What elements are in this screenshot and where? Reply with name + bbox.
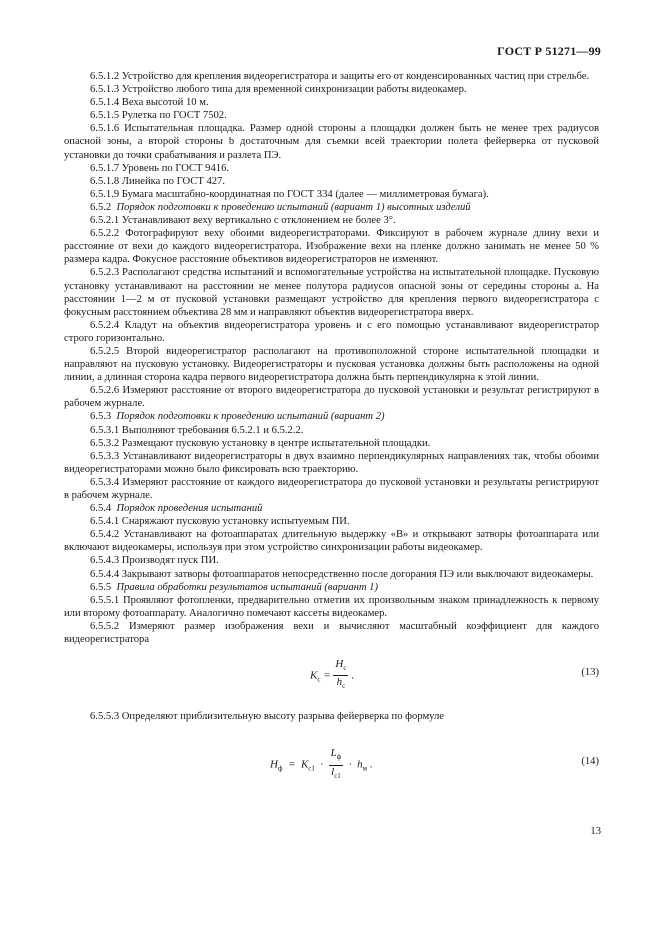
formula-13-expression: $K_с$ = $\frac{H_с}{h_с}$ . bbox=[310, 658, 354, 694]
formula-14-expression: $H_ф = K_{с1}$ · $\frac{L_ф}{l_{с1}}$ · $h_м$ . bbox=[270, 747, 373, 783]
page-number: 13 bbox=[590, 826, 601, 837]
document-header: ГОСТ Р 51271—99 bbox=[497, 44, 601, 58]
formula-13 bbox=[64, 652, 599, 696]
section-title: Порядок проведения испытаний bbox=[116, 503, 263, 515]
paragraph: 6.5.1.5 Рулетка по ГОСТ 7502. bbox=[90, 110, 227, 122]
section-heading bbox=[64, 581, 599, 594]
section-title: Порядок подготовки к проведению испытаний (вариант 1) высотных изделий bbox=[116, 201, 471, 213]
formula-13-number: (13) bbox=[581, 667, 599, 679]
formula-13-fraction: $\frac{H_с}{h_с}$ bbox=[335, 658, 347, 691]
paragraph: 6.5.2.4 Кладут на объектив видеорегистратора уровень и с его помощью устанавливают видеорегистратор строго горизонтально. bbox=[64, 319, 599, 344]
paragraph: 6.5.4.3 Производят пуск ПИ. bbox=[90, 555, 219, 567]
paragraph: 6.5.2.5 Второй видеорегистратор располагают на противоположной стороне испытательной площадки и направляют на пусковую установку. Видеорегистраторы и пусковая установка должны быть расположены на одной линии, а длинная сторона кадра первого видеорегистратора должна быть перпендикулярна к этой линии. bbox=[64, 345, 599, 384]
section-number: 6.5.5 bbox=[90, 581, 112, 593]
paragraph: 6.5.1.9 Бумага масштабно-координатная по ГОСТ 334 (далее — миллиметровая бумага). bbox=[90, 188, 489, 200]
paragraph: 6.5.2.3 Располагают средства испытаний и вспомогательные устройства на испытательной площадке. Пусковую установку устанавливают на расстоянии не менее полутора радиусов опасной зоны от середины стороны a. На расстоянии 1—2 м от пусковой установки размещают устройство для крепления первого видеорегистратора с фокусным расстоянием объектива 28 мм и направляют объектив видеорегистратора вверх. bbox=[64, 267, 599, 318]
paragraph: 6.5.4.4 Закрывают затворы фотоаппаратов непосредственно после догорания ПЭ или выключают видеокамеры. bbox=[90, 568, 594, 580]
paragraph: 6.5.1.3 Устройство любого типа для временной синхронизации работы видеокамер. bbox=[90, 84, 467, 96]
section-title: Порядок подготовки к проведению испытаний (вариант 2) bbox=[116, 411, 385, 423]
section-heading bbox=[64, 502, 599, 515]
paragraph-6-5-5-3: 6.5.5.3 Определяют приблизительную высоту разрыва фейерверка по формуле bbox=[90, 711, 444, 723]
paragraph: 6.5.1.6 Испытательная площадка. Размер одной стороны a площадки должен быть не менее трех радиусов опасной зоны, а второй стороны b достаточным для съемки всей траектории полета фейерверка от пусковой установки до точки срабатывания и разлета ПЭ. bbox=[64, 123, 599, 161]
section-number: 6.5.2 bbox=[90, 201, 112, 213]
paragraph: 6.5.5.2 Измеряют размер изображения вехи и вычисляют масштабный коэффициент для каждого видеорегистратора bbox=[64, 620, 599, 646]
paragraph: 6.5.4.1 Снаряжают пусковую установку испытуемым ПИ. bbox=[90, 516, 350, 528]
formula-13-lhs-sub: с bbox=[317, 675, 321, 684]
paragraph: 6.5.3.1 Выполняют требования 6.5.2.1 и 6.5.2.2. bbox=[90, 424, 304, 436]
paragraph: 6.5.1.4 Веха высотой 10 м. bbox=[90, 97, 209, 109]
document-body bbox=[64, 70, 599, 789]
formula-14-fraction: $\frac{L_ф}{l_{с1}}$ bbox=[330, 747, 342, 780]
section-heading bbox=[64, 410, 599, 423]
paragraph-list bbox=[64, 70, 599, 646]
paragraph: 6.5.3.4 Измеряют расстояние от каждого видеорегистратора до пусковой установки и результаты регистрируют в рабочем журнале. bbox=[64, 476, 599, 501]
paragraph: 6.5.4.2 Устанавливают на фотоаппаратах длительную выдержку «В» и открывают затворы фотоаппарата или включают видеокамеры, используя при этом устройство синхронизации работы видеокамер. bbox=[64, 529, 599, 554]
formula-13-lhs: K bbox=[310, 669, 318, 682]
section-title: Правила обработки результатов испытаний (вариант 1) bbox=[116, 581, 379, 593]
formula-14-number: (14) bbox=[581, 756, 599, 768]
paragraph: 6.5.3.3 Устанавливают видеорегистраторы в двух взаимно перпендикулярных направлениях так, чтобы обоими видеорегистраторами можно было фиксировать всю траекторию. bbox=[64, 450, 599, 475]
paragraph: 6.5.2.6 Измеряют расстояние от второго видеорегистратора до пусковой установки и результат регистрируют в рабочем журнале. bbox=[64, 385, 599, 410]
formula-14 bbox=[64, 741, 599, 785]
paragraph: 6.5.1.8 Линейка по ГОСТ 427. bbox=[90, 175, 225, 187]
paragraph: 6.5.5.1 Проявляют фотопленки, предварительно отметив их произвольным знаком принадлежность к первому или второму фотоаппарату. Аналогично помечают кассеты видеокамер. bbox=[64, 594, 599, 619]
paragraph: 6.5.2.1 Устанавливают веху вертикально с отклонением не более 3°. bbox=[90, 215, 396, 227]
section-heading bbox=[64, 201, 599, 214]
paragraph: 6.5.1.2 Устройство для крепления видеорегистратора и защиты его от конденсированных частиц при стрельбе. bbox=[90, 71, 590, 82]
section-number: 6.5.3 bbox=[90, 411, 112, 423]
paragraph: 6.5.1.7 Уровень по ГОСТ 9416. bbox=[90, 162, 230, 174]
paragraph: 6.5.2.2 Фотографируют веху обоими видеорегистраторами. Фиксируют в рабочем журнале длину вехи и расстояние от вехи до каждого видеорегистратора. Изображение вехи на пленке должно занимать не менее 50 % размера кадра. Фокусное расстояние объективов видеорегистраторов не изменяют. bbox=[64, 228, 599, 266]
section-number: 6.5.4 bbox=[90, 503, 112, 515]
paragraph: 6.5.3.2 Размещают пусковую установку в центре испытательной площадки. bbox=[90, 437, 431, 449]
